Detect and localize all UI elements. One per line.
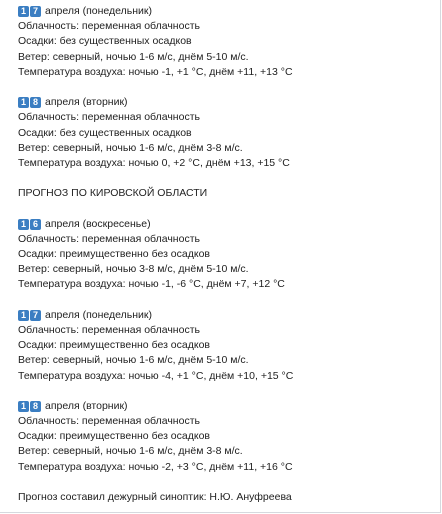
date-label: апреля (вторник) (45, 399, 128, 412)
forecast-day (18, 217, 434, 293)
wind-line: Ветер: северный, ночью 1-6 м/с, днём 5-10 м/с. (18, 354, 249, 367)
digit-icon: 1 (18, 310, 29, 321)
forecast-date (18, 95, 434, 110)
date-digit-emoji (18, 97, 41, 108)
date-digit-emoji (18, 219, 41, 230)
temp-line: Температура воздуха: ночью -1, +1 °С, днём +11, +13 °С (18, 65, 293, 78)
date-label: апреля (вторник) (45, 96, 128, 109)
cloud-line: Облачность: переменная облачность (18, 111, 200, 124)
forecaster-signature: Прогноз составил дежурный синоптик: Н.Ю. Ануфреева (18, 491, 292, 503)
cloud-line: Облачность: переменная облачность (18, 232, 200, 245)
cloud-line: Облачность: переменная облачность (18, 20, 200, 33)
digit-icon: 1 (18, 401, 29, 412)
forecast-date (18, 217, 434, 232)
digit-icon: 8 (30, 401, 41, 412)
temp-line: Температура воздуха: ночью -4, +1 °С, днём +10, +15 °С (18, 369, 294, 382)
precip-line: Осадки: преимущественно без осадков (18, 339, 210, 352)
wind-line: Ветер: северный, ночью 1-6 м/с, днём 3-8 м/с. (18, 445, 243, 458)
forecast-date (18, 308, 434, 323)
forecast-date (18, 399, 434, 414)
forecast-day (18, 308, 434, 384)
date-digit-emoji (18, 6, 41, 17)
digit-icon: 8 (30, 97, 41, 108)
date-label: апреля (понедельник) (45, 308, 152, 321)
temp-line: Температура воздуха: ночью -1, -6 °С, днём +7, +12 °С (18, 278, 285, 291)
precip-line: Осадки: без существенных осадков (18, 126, 192, 139)
forecast-day (18, 4, 434, 80)
wind-line: Ветер: северный, ночью 1-6 м/с, днём 5-10 м/с. (18, 50, 249, 63)
date-digit-emoji (18, 310, 41, 321)
date-digit-emoji (18, 401, 41, 412)
digit-icon: 7 (30, 310, 41, 321)
precip-line: Осадки: без существенных осадков (18, 35, 192, 48)
digit-icon: 7 (30, 6, 41, 17)
cloud-line: Облачность: переменная облачность (18, 415, 200, 428)
forecast-day (18, 95, 434, 171)
digit-icon: 6 (30, 219, 41, 230)
temp-line: Температура воздуха: ночью -2, +3 °С, днём +11, +16 °С (18, 460, 293, 473)
forecast-day (18, 399, 434, 475)
date-label: апреля (воскресенье) (45, 217, 151, 230)
cloud-line: Облачность: переменная облачность (18, 323, 200, 336)
date-label: апреля (понедельник) (45, 5, 152, 17)
wind-line: Ветер: северный, ночью 1-6 м/с, днём 3-8 м/с. (18, 141, 243, 154)
wind-line: Ветер: северный, ночью 3-8 м/с, днём 5-10 м/с. (18, 263, 249, 276)
temp-line: Температура воздуха: ночью 0, +2 °С, днём +13, +15 °С (18, 156, 290, 169)
digit-icon: 1 (18, 6, 29, 17)
precip-line: Осадки: преимущественно без осадков (18, 430, 210, 443)
section-title: ПРОГНОЗ ПО КИРОВСКОЙ ОБЛАСТИ (18, 187, 208, 200)
forecast-date (18, 4, 434, 19)
precip-line: Осадки: преимущественно без осадков (18, 248, 210, 260)
forecast-post-text (18, 4, 434, 505)
digit-icon: 1 (18, 219, 29, 230)
digit-icon: 1 (18, 97, 29, 108)
